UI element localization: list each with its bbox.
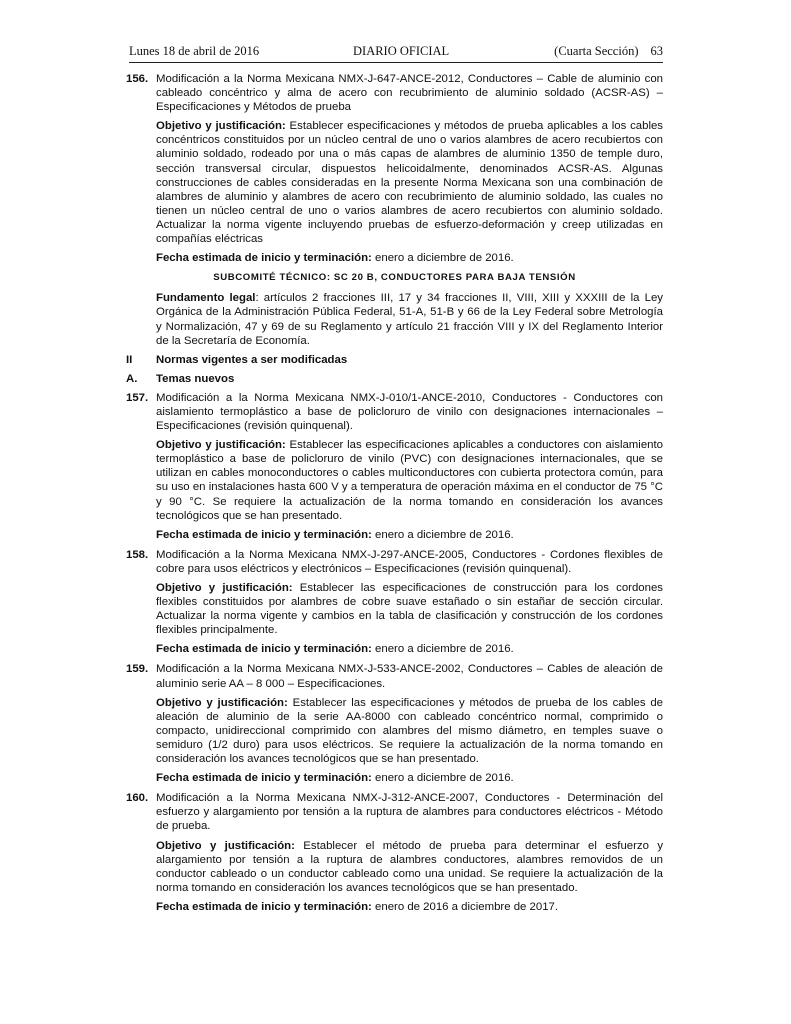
header-date: Lunes 18 de abril de 2016 [129,44,260,58]
item-title: Modificación a la Norma Mexicana NMX-J-533-ANCE-2002, Conductores – Cables de aleación de aluminio serie AA – 8 000 – Especificaciones. [156,663,663,690]
objective-paragraph [156,119,663,246]
date-label: Fecha estimada de inicio y terminación: [156,528,372,541]
date-text: enero a diciembre de 2016. [371,528,514,541]
objective-paragraph [156,438,663,523]
date-text: enero a diciembre de 2016. [371,772,514,785]
date-paragraph [156,528,663,542]
objective-label: Objetivo y justificación: [156,839,295,852]
date-paragraph [156,900,663,914]
item-number: 160. [126,792,149,805]
date-text: enero a diciembre de 2016. [371,252,514,265]
item-title: Modificación a la Norma Mexicana NMX-J-010/1-ANCE-2010, Conductores - Conductores con aislamiento termoplástico a base de policloruro de vinilo con designaciones internacionales – Especificaciones (revisión quinquenal). [156,391,663,433]
legal-basis-paragraph [156,291,663,347]
item-number: 159. [126,663,149,676]
list-item [126,791,663,833]
objective-label: Objetivo y justificación: [156,696,288,709]
document-body [126,72,663,920]
list-item [126,662,663,690]
date-text: enero a diciembre de 2016. [371,643,514,656]
subsection-label: Temas nuevos [156,372,235,385]
date-label: Fecha estimada de inicio y terminación: [156,643,372,656]
objective-text: Establecer las especificaciones de construcción para los cordones flexibles constituidos por alambres de cobre suave estañado o sin estañar de sección circular. Actualizar la norma vigente y cambios en la tabla de clasificación y construcción de los cordones flexibles principalmente. [156,582,664,637]
date-label: Fecha estimada de inicio y terminación: [156,772,372,785]
date-label: Fecha estimada de inicio y terminación: [156,252,372,265]
list-item [126,391,663,433]
header-title: DIARIO OFICIAL [353,44,450,58]
date-text: enero de 2016 a diciembre de 2017. [371,900,559,913]
objective-text: Establecer las especificaciones y métodos de prueba de los cables de aleación de aluminio de la serie AA-8000 con cableado concéntrico normal, comprimido o compacto, unidireccional comprimido con alambres del mismo diámetro, en temples suave o semiduro (1/2 duro) para usos eléctricos. Se requiere la actualización de la norma tomando en consideración los avances tecnológicos que se han presentado. [156,696,663,766]
item-number: 156. [126,73,149,85]
item-title: Modificación a la Norma Mexicana NMX-J-647-ANCE-2012, Conductores – Cable de aluminio con cableado concéntrico y alma de acero con recubrimiento de aluminio soldado (ACSR-AS) – Especificaciones y Métodos de prueba [156,73,663,114]
item-number: 158. [126,548,149,561]
list-item [126,72,663,114]
header-section [554,44,663,59]
subsection-number: A. [126,372,138,385]
section-number: II [126,353,133,366]
section-label: Normas vigentes a ser modificadas [156,353,348,366]
item-title: Modificación a la Norma Mexicana NMX-J-297-ANCE-2005, Conductores - Cordones flexibles de cobre para usos eléctricos y electrónicos – Especificaciones (revisión quinquenal). [156,548,663,575]
date-paragraph [156,771,663,785]
header-rule [129,62,663,63]
objective-label: Objetivo y justificación: [156,439,286,452]
subsection-heading [126,372,663,386]
page-number: 63 [650,44,663,58]
date-paragraph [156,642,663,656]
legal-basis-text: : artículos 2 fracciones III, 17 y 34 fracciones II, VIII, XIII y XXXIII de la Ley Orgánica de la Administración Pública Federal, 51-A, 51-B y 66 de la Ley Federal sobre Metrología y Normalización, 47 y 69 de su Reglamento y artículo 21 fracción VIII y IX del Reglamento Interior de la Secretaría de Economía. [156,292,663,347]
item-number: 157. [126,391,149,404]
objective-label: Objetivo y justificación: [156,120,286,133]
objective-label: Objetivo y justificación: [156,582,293,594]
objective-paragraph [156,581,663,637]
header-section-label: (Cuarta Sección) [554,44,639,58]
objective-paragraph [156,696,663,766]
objective-paragraph [156,839,663,895]
objective-text: Establecer las especificaciones aplicables a conductores con aislamiento termoplástico a base de policloruro de vinilo (PVC) con designaciones internacionales, que se utilizan en cables monoconductores o cables multiconductores con cubierta protectora común, para su uso en instalaciones hasta 600 V y a temperatura de operación máxima en el conductor de 75 °C y 90 °C. Se requiere la actualización de la norma tomando en consideración los avances tecnológicos que se han presentado. [156,439,663,522]
item-title: Modificación a la Norma Mexicana NMX-J-312-ANCE-2007, Conductores - Determinación del esfuerzo y alargamiento por tensión a la ruptura de alambres para conductores eléctricos - Método de prueba. [156,792,663,833]
page-header [129,44,663,62]
subcommittee-heading: SUBCOMITÉ TÉCNICO: SC 20 B, CONDUCTORES PARA BAJA TENSIÓN [213,272,576,284]
date-label: Fecha estimada de inicio y terminación: [156,900,372,913]
objective-text: Establecer especificaciones y métodos de prueba aplicables a los cables concéntricos constituidos por un núcleo central de uno o varios alambres de acero recubiertos con aluminio soldado, rodeado por una o más capas de alambres de aluminio 1350 de temple duro, sección transversal circular, dispuestos helicoidalmente, denominados ACSR-AS. Algunas construcciones de cables consideradas en la presente Norma Mexicana son una combinación de alambres de aluminio y alambres de acero con recubrimiento de aluminio soldado, las cuales no tienen un núcleo central de uno o varios alambres de acero recubiertos con aluminio soldado. Actualizar la norma vigente incluyendo pruebas de esfuerzo-deformación y creep utilizadas en compañías eléctricas [156,120,663,246]
date-paragraph [156,251,663,265]
legal-basis-label: Fundamento legal [156,292,256,305]
list-item [126,548,663,576]
section-heading [126,353,663,367]
objective-text: Establecer el método de prueba para determinar el esfuerzo y alargamiento por tensión a la ruptura de alambres conductores, alambres removidos de un conductor cableado o un conductor cableado como una unidad. Se requiere la actualización de la norma tomando en consideración los avances tecnológicos que se han presentado. [156,839,664,894]
